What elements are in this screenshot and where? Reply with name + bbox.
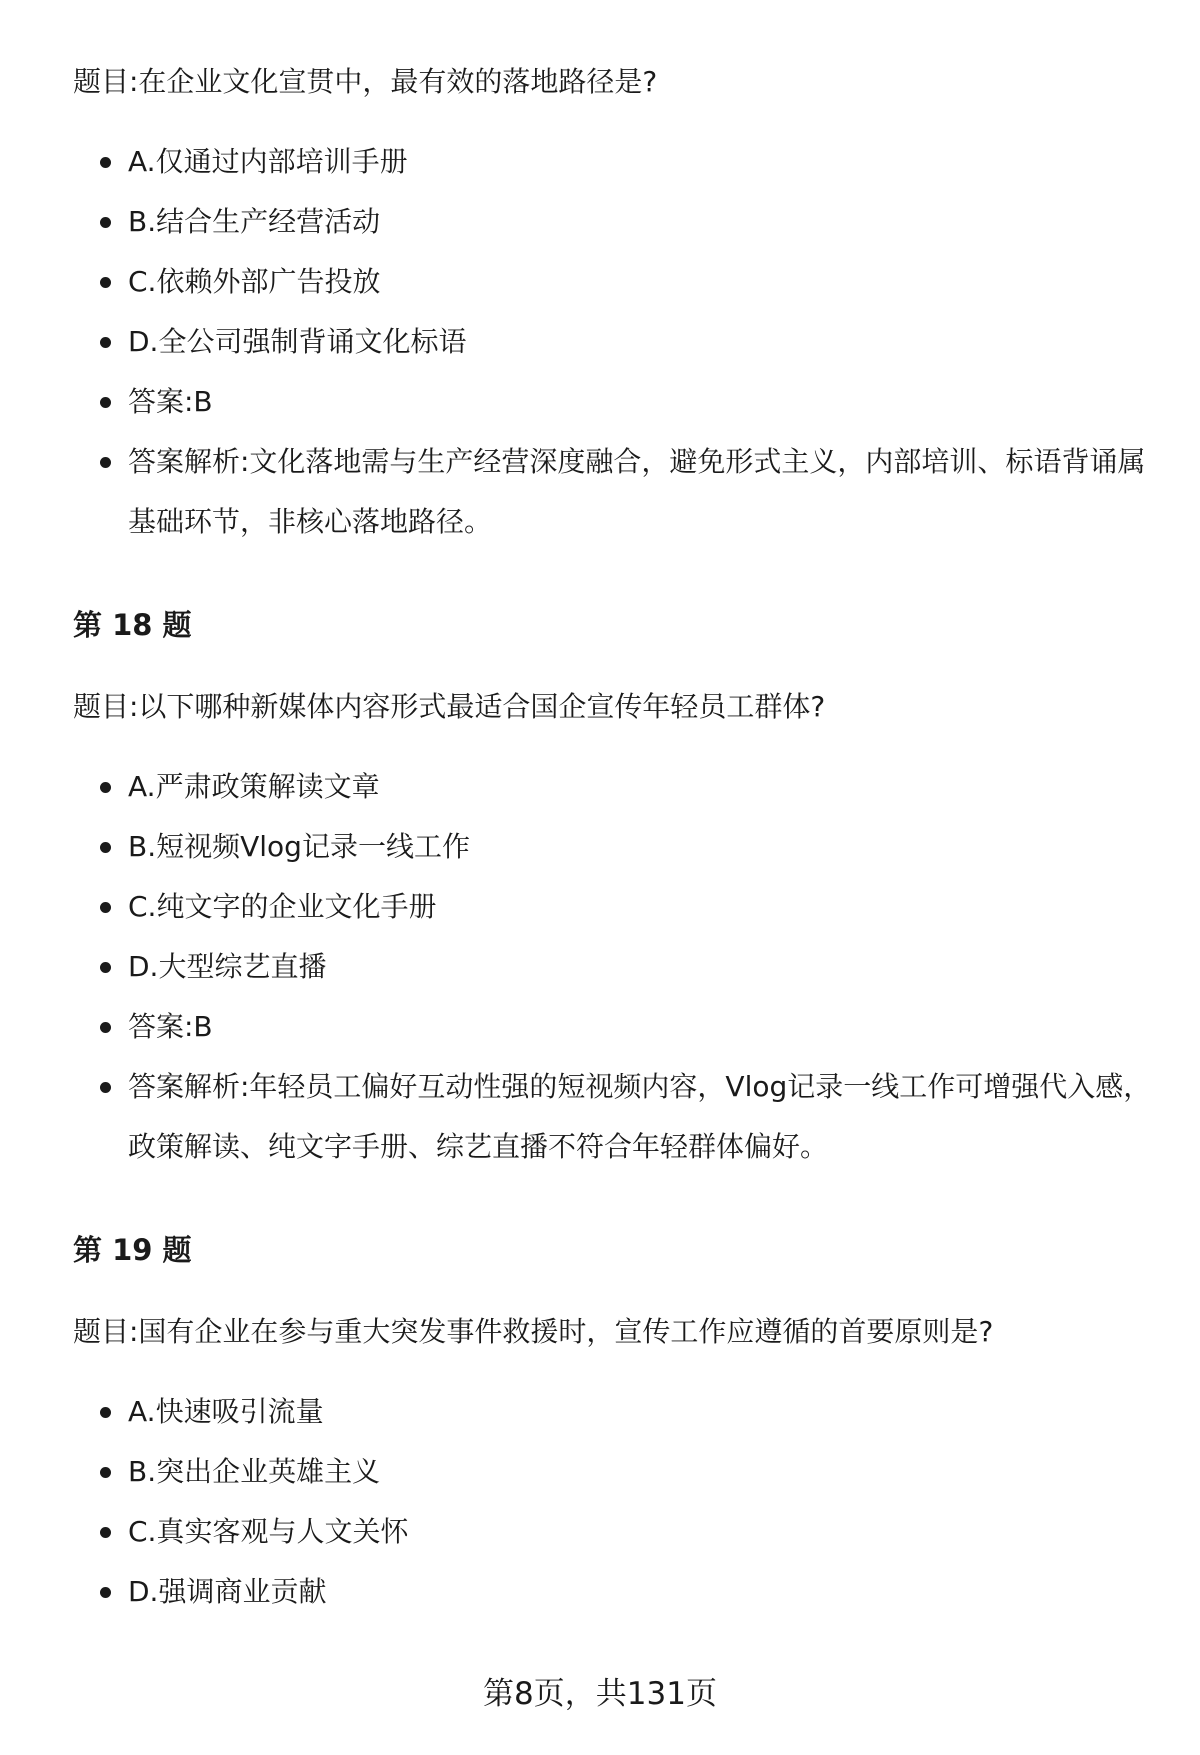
bullet-icon [100,1587,111,1598]
bullet-icon [100,1022,111,1033]
bullet-icon [100,962,111,973]
option-text: A.仅通过内部培训手册 [128,145,408,178]
bullet-icon [100,277,111,288]
option-c [73,1502,1163,1562]
question-19 [73,1230,1163,1622]
bullet-icon [100,157,111,168]
page-footer: 第8页，共131页 [483,1676,717,1712]
option-list [73,757,1163,1177]
option-text: B.短视频Vlog记录一线工作 [128,830,470,863]
question-text: 题目:以下哪种新媒体内容形式最适合国企宣传年轻员工群体? [73,690,826,723]
option-d [73,312,1163,372]
bullet-icon [100,457,111,468]
bullet-icon [100,1407,111,1418]
option-text: A.快速吸引流量 [128,1395,324,1428]
option-text: A.严肃政策解读文章 [128,770,380,803]
option-c [73,877,1163,937]
option-list [73,1382,1163,1622]
option-text: C.依赖外部广告投放 [128,265,381,298]
option-a [73,757,1163,817]
option-text: D.全公司强制背诵文化标语 [128,325,467,358]
question-text: 题目:在企业文化宣贯中，最有效的落地路径是? [73,65,658,98]
option-c [73,252,1163,312]
answer-explanation [73,1057,1163,1177]
explanation-text: 答案解析:年轻员工偏好互动性强的短视频内容，Vlog记录一线工作可增强代入感，政策解读、纯文字手册、综艺直播不符合年轻群体偏好。 [128,1070,1152,1163]
answer [73,997,1163,1057]
question-17 [73,62,1163,552]
option-b [73,817,1163,877]
question-heading: 第 18 题 [73,608,192,642]
question-text: 题目:国有企业在参与重大突发事件救援时，宣传工作应遵循的首要原则是? [73,1315,994,1348]
question-heading: 第 19 题 [73,1233,192,1267]
option-b [73,1442,1163,1502]
bullet-icon [100,842,111,853]
bullet-icon [100,1527,111,1538]
bullet-icon [100,782,111,793]
option-d [73,1562,1163,1622]
option-a [73,1382,1163,1442]
bullet-icon [100,1467,111,1478]
answer-text: 答案:B [128,1010,213,1043]
bullet-icon [100,1082,111,1093]
option-list [73,132,1163,552]
answer [73,372,1163,432]
bullet-icon [100,337,111,348]
question-18 [73,605,1163,1177]
bullet-icon [100,397,111,408]
bullet-icon [100,217,111,228]
option-text: B.结合生产经营活动 [128,205,381,238]
option-text: D.强调商业贡献 [128,1575,327,1608]
option-text: C.真实客观与人文关怀 [128,1515,409,1548]
option-a [73,132,1163,192]
option-text: B.突出企业英雄主义 [128,1455,381,1488]
option-text: C.纯文字的企业文化手册 [128,890,437,923]
explanation-text: 答案解析:文化落地需与生产经营深度融合，避免形式主义，内部培训、标语背诵属基础环节，非核心落地路径。 [128,445,1146,538]
option-b [73,192,1163,252]
answer-explanation [73,432,1163,552]
bullet-icon [100,902,111,913]
option-d [73,937,1163,997]
option-text: D.大型综艺直播 [128,950,327,983]
answer-text: 答案:B [128,385,213,418]
